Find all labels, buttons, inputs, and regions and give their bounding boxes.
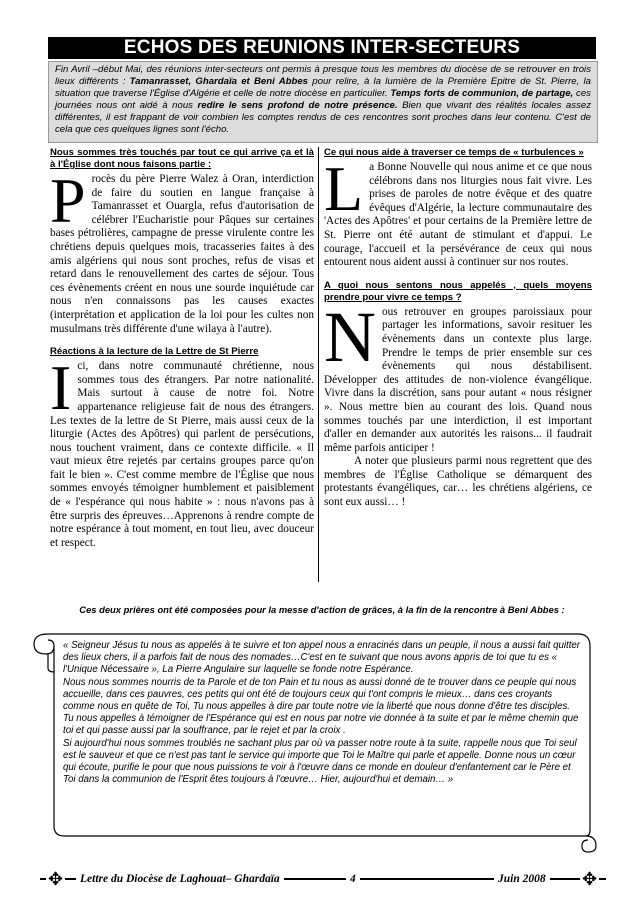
footer-publication: Lettre du Diocèse de Laghouat– Ghardaïa xyxy=(76,870,284,888)
section-heading: Ce qui nous aide à traverser ce temps de « turbulences » xyxy=(324,147,584,158)
section-heading: A quoi nous sentons nous appelés , quels moyens prendre pour vivre ce temps ? xyxy=(324,279,592,303)
paragraph-text: rocès du père Pierre Walez à Oran, interdiction de faire du soutien en langue française à Tamanrasset et Ouargla, refus d'autorisation de célébrer l'Eucharistie pour Pâques sur certaines bases pétrolières, campagne de presse virulente contre les chrétiens depuis quelques mois, tracasseries faites à des amis algériens qui nous sont proches, refus de visas et retard dans le renouvellement des cartes de séjour. Tous ces évènements créent en nous une sourde inquiétude car nous n'en connaissons pas les causes exactes (interprétation et application de la loi pour les cultes non musulmans très différente d'une wilaya à l'autre). xyxy=(50,173,314,335)
drop-cap: N xyxy=(324,296,376,377)
section-heading: Réactions à la lecture de la Lettre de St Pierre xyxy=(50,346,259,358)
page-footer xyxy=(40,868,606,890)
drop-cap: L xyxy=(324,153,364,224)
intro-text-2: pour relire, à la lumière de la Première Epitre de St. Pierre, la situation que traverse l'Église d'Algérie et celle de notre diocèse en particulier. xyxy=(55,76,591,99)
prayer-paragraph: Si aujourd'hui nous sommes troublés ne sachant plus par où va passer notre route à ta suite, rappelle nous que Toi seul est le sauveur et que ce n'est pas tant le service qui importe que Toi le Maître qui parle et appelle. Donne nous un cœur qui écoute, purifie le pour que nous puissions te voir à l'œuvre dans ce monde en douleur d'enfantement car le Père et Toi dans la communion de l'Esprit êtes toujours à l'œuvre… Hier, aujourd'hui et demain… » xyxy=(63,737,577,786)
section-heading: Nous sommes très touchés par tout ce qui arrive ça et là à l'Église dont nous faisons partie : xyxy=(50,147,314,170)
intro-text-1: Fin Avril –début Mai, des réunions inter-secteurs ont permis à presque tous les membres du diocèse de se retrouver en trois lieux différents : xyxy=(55,64,591,87)
drop-cap: I xyxy=(50,352,72,424)
paragraph-text: ous retrouver en groupes paroissiaux pour partager les informations, savoir resituer les évènements dans un contexte plus large. Prendre le temps de prier ensemble sur ces évènements qui nous déstabilisent. Développer des attitudes de non-violence évangélique. Vivre dans la discrétion, sans pour autant « nous résigner ». Nous mettre bien au courant des lois. Quand nous sommes touchés par une interdiction, il est important d'aller en demander aux autorités les raisons... il faudrait même parfois anticiper ! xyxy=(324,305,592,454)
paragraph-text: a Bonne Nouvelle qui nous anime et ce que nous célébrons dans nos liturgies nous fait vivre. Les prises de paroles de notre évêque et des quatre évêques d'Algérie, la lecture communautaire des 'Actes des Apôtres' et pour certains de la Première lettre de St. Pierre ont été autant de stimulant et d'appui. Le courage, l'accueil et la persévérance de ceux qui nous entourent nous aident aussi à continuer sur nos routes. xyxy=(324,161,592,269)
prayer-paragraph: Tu nous appelles à témoigner de l'Espérance qui est en nous par notre vie donnée à ta suite et par le même chemin que toi et qui passe aussi par la souffrance, par le rejet et par la croix . xyxy=(63,713,579,737)
intro-bold-2: Temps forts de communion, de partage, xyxy=(390,88,574,99)
right-column xyxy=(324,147,592,510)
intro-text-3: ces journées nous ont aidé à nous xyxy=(55,88,591,111)
article-paragraph xyxy=(324,296,592,456)
intro-text-4: Bien que vivant des réalités locales assez différentes, il est frappant de voir combien les comptes rendus de ces rencontres sont proches dans leur contenu. C'est de cela que ces quelques lignes sont l'écho. xyxy=(55,100,591,135)
paragraph-text: ci, dans notre communauté chrétienne, nous sommes tous des étrangers. Par notre nationalité. Mais surtout à cause de notre foi. Notre appartenance religieuse fait de nous des étrangers. Les textes de la lettre de St Pierre, mais aussi ceux de la liturgie (Actes des Apôtres) qui parlent de persécutions, nous touchent vraiment, dans ce contexte difficile. « Il vaut mieux être rejetés par certains groupes parce qu'on fait le bien ». C'est comme membre de l'Église que nous sommes envoyés témoigner humblement et paisiblement de « l'espérance qui nous habite » : nous n'avons pas à être surpris des épreuves…Apprenons à rendre compte de notre espérance à tout moment, en tout lieu, avec douceur et respect. xyxy=(50,360,314,549)
prayer-paragraph: « Seigneur Jésus tu nous as appelés à te suivre et ton appel nous a enracinés dans un peuple, il nous a aussi fait quitter des lieux chers, il a parfois fait de nous des nomades…C'est en te suivant que nous avons appris de toi que tu es « l'Unique Nécessaire », La Pierre Angulaire sur laquelle se fonde notre Espérance. xyxy=(63,640,581,676)
left-column xyxy=(50,147,314,550)
intro-bold-3: redire le sens profond de notre présence. xyxy=(197,100,398,111)
article-paragraph xyxy=(50,165,314,336)
prayer-text xyxy=(63,640,583,786)
prayer-caption: Ces deux prières ont été composées pour la messe d'action de grâces, à la fin de la rencontre à Beni Abbes : xyxy=(79,604,565,615)
intro-box xyxy=(48,61,598,143)
column-divider xyxy=(318,147,319,582)
footer-date: Juin 2008 xyxy=(494,870,550,888)
footer-page-number: 4 xyxy=(346,870,360,888)
intro-bold-1: Tamanrasset, Ghardaïa et Beni Abbes xyxy=(129,76,309,87)
page-title: ECHOS DES REUNIONS INTER-SECTEURS xyxy=(48,37,596,59)
fleuron-icon: ✥ xyxy=(582,869,598,889)
fleuron-icon: ✥ xyxy=(48,869,64,889)
drop-cap: P xyxy=(50,165,86,236)
article-paragraph xyxy=(324,153,592,270)
prayer-paragraph: Nous nous sommes nourris de ta Parole et de ton Pain et tu nous as aussi donné de te trouver dans ce peuple qui nous accueille, dans ces pauvres, ces petits qui ont été de toujours ceux qui t'ont compris le mieux… dans ces croyants comme nous en quête de Toi, Tu nous appelles à dire par toute notre vie la liberté que nous donne d'être tes disciples. xyxy=(63,676,577,713)
article-paragraph: A noter que plusieurs parmi nous regrettent que des membres de l'Église Catholique se démarquent des protestants évangéliques, car… les chrétiens algériens, ce sont eux aussi… ! xyxy=(324,455,592,509)
